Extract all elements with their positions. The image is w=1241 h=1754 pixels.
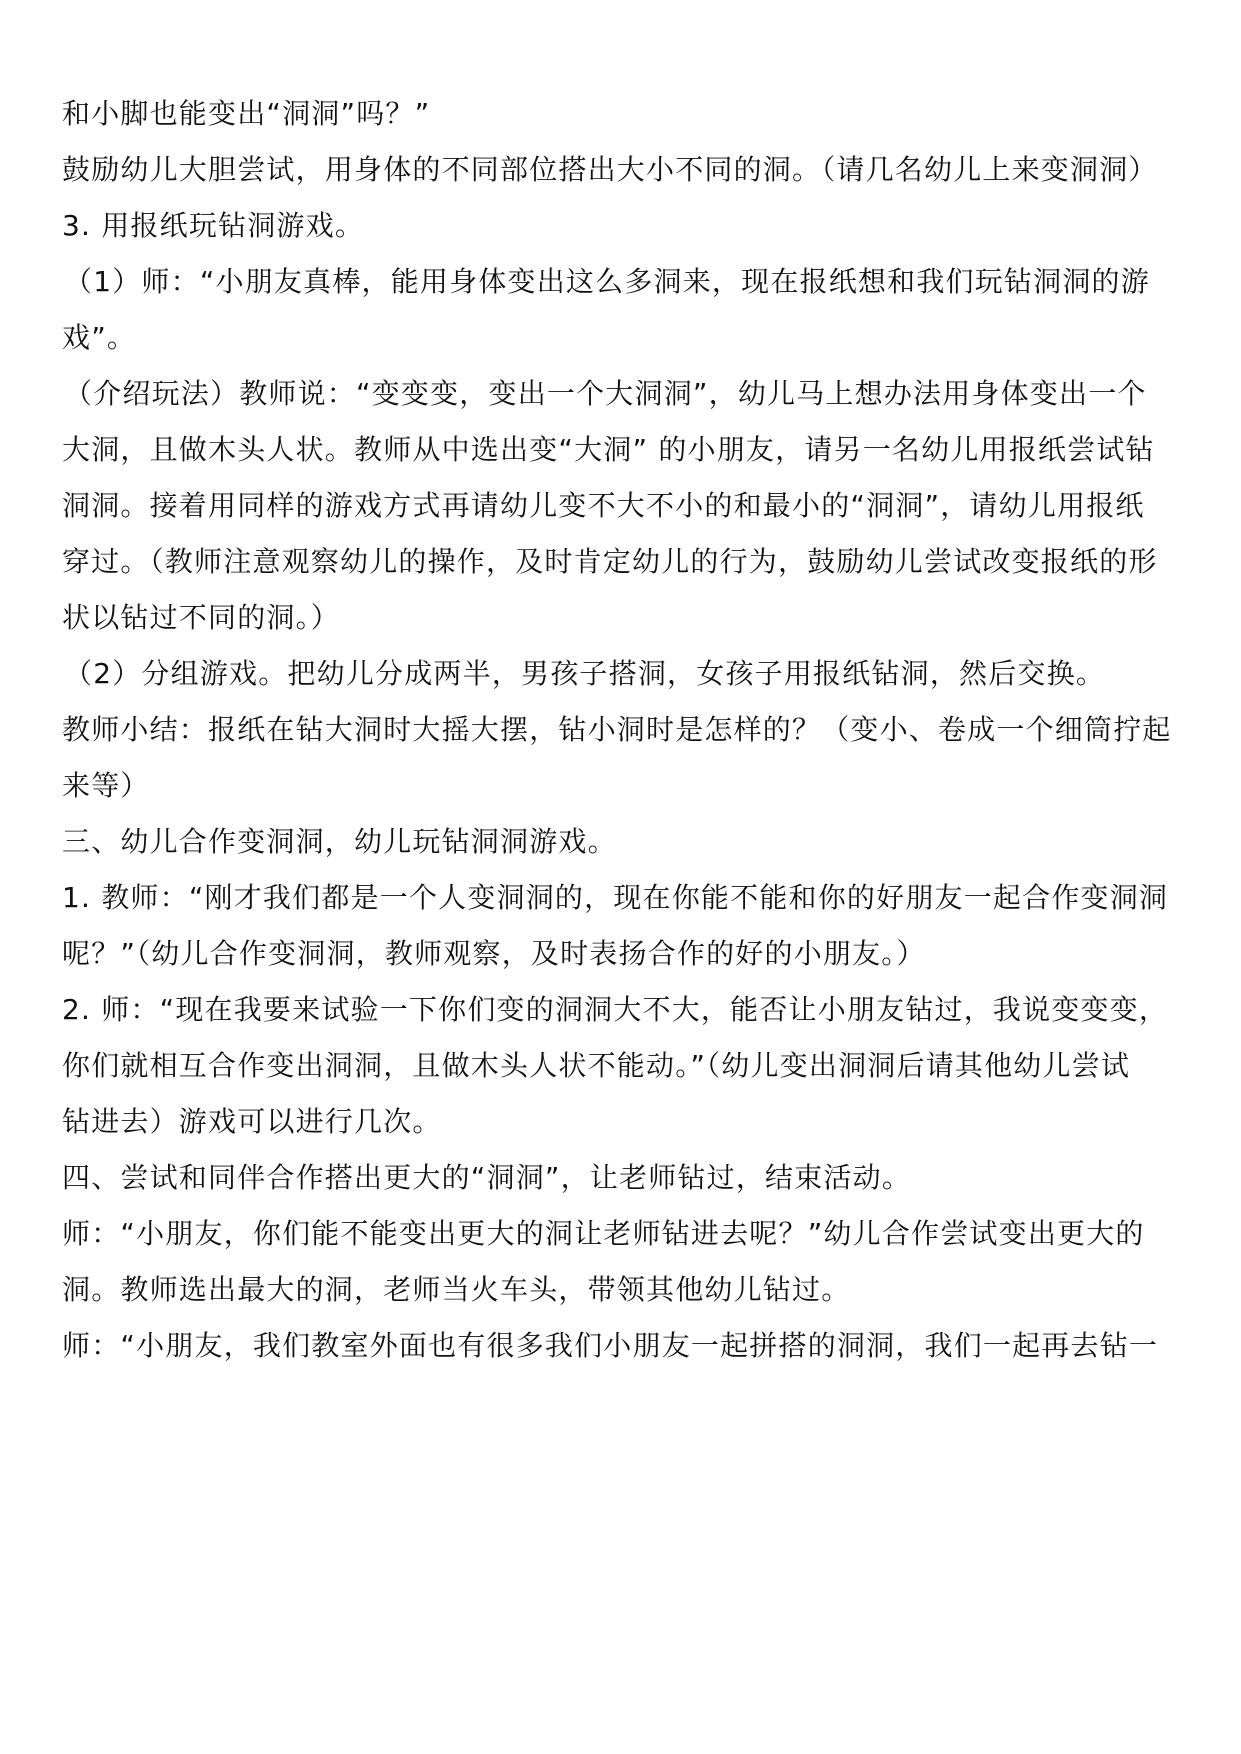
text-line: （2）分组游戏。把幼儿分成两半，男孩子搭洞，女孩子用报纸钻洞，然后交换。: [64, 657, 1106, 690]
text-line: 洞。教师选出最大的洞，老师当火车头，带领其他幼儿钻过。: [62, 1273, 851, 1306]
text-line: 洞洞。接着用同样的游戏方式再请幼儿变不大不小的和最小的“洞洞”，请幼儿用报纸: [62, 489, 1145, 522]
section-heading: 3. 用报纸玩钻洞游戏。: [62, 209, 365, 242]
text-line: 戏”。: [62, 321, 137, 354]
text-line: 穿过。（教师注意观察幼儿的操作，及时肯定幼儿的行为，鼓励幼儿尝试改变报纸的形: [62, 545, 1158, 578]
text-line: 大洞，且做木头人状。教师从中选出变“大洞” 的小朋友，请另一名幼儿用报纸尝试钻: [62, 433, 1155, 466]
document-page: [62, 86, 1187, 1374]
text-line: 教师小结：报纸在钻大洞时大摇大摆，钻小洞时是怎样的？（变小、卷成一个细筒拧起: [62, 713, 1172, 746]
text-line: 来等）: [62, 769, 150, 802]
text-line: （1）师：“小朋友真棒，能用身体变出这么多洞来，现在报纸想和我们玩钻洞洞的游: [64, 265, 1150, 298]
section-heading: 三、幼儿合作变洞洞，幼儿玩钻洞洞游戏。: [62, 825, 617, 858]
text-line: 钻进去）游戏可以进行几次。: [62, 1105, 442, 1138]
text-line: 呢？”（幼儿合作变洞洞，教师观察，及时表扬合作的好的小朋友。）: [62, 937, 926, 970]
text-line: 状以钻过不同的洞。）: [62, 601, 341, 634]
text-line: 和小脚也能变出“洞洞”吗？”: [62, 97, 431, 130]
text-line: （介绍玩法）教师说：“变变变，变出一个大洞洞”，幼儿马上想办法用身体变出一个: [64, 377, 1147, 410]
text-line: 你们就相互合作变出洞洞，且做木头人状不能动。”（幼儿变出洞洞后请其他幼儿尝试: [62, 1049, 1131, 1082]
text-line: 鼓励幼儿大胆尝试，用身体的不同部位搭出大小不同的洞。（请几名幼儿上来变洞洞）: [62, 153, 1158, 186]
text-line: 师：“小朋友，我们教室外面也有很多我们小朋友一起拼搭的洞洞，我们一起再去钻一: [62, 1329, 1159, 1362]
section-heading: 四、尝试和同伴合作搭出更大的“洞洞”，让老师钻过，结束活动。: [62, 1161, 912, 1194]
text-line: 2. 师：“现在我要来试验一下你们变的洞洞大不大，能否让小朋友钻过，我说变变变，: [62, 993, 1169, 1026]
text-line: 1. 教师：“刚才我们都是一个人变洞洞的，现在你能不能和你的好朋友一起合作变洞洞: [62, 881, 1169, 914]
text-line: 师：“小朋友，你们能不能变出更大的洞让老师钻进去呢？”幼儿合作尝试变出更大的: [62, 1217, 1145, 1250]
